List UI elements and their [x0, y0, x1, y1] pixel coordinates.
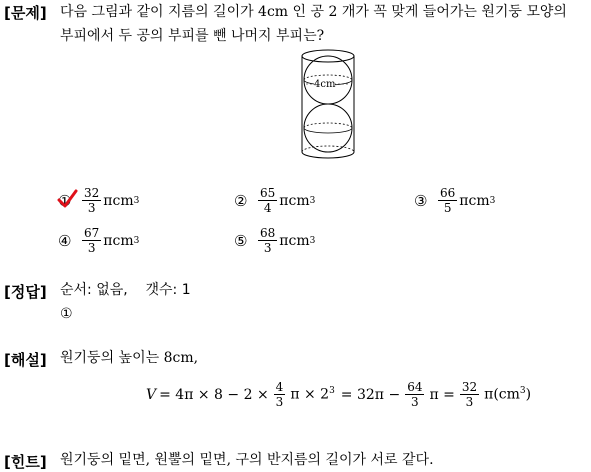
option-3-mark: ③	[414, 191, 428, 210]
answer-meta: 순서: 없음, 갯수: 1	[60, 282, 191, 298]
option-1-exp: 3	[133, 195, 140, 206]
option-5-mark: ⑤	[234, 231, 248, 250]
solution-equation	[146, 380, 534, 409]
option-3-unit: πcm	[459, 192, 490, 209]
hint-line-1: 원기둥의 밑면, 원뿔의 밑면, 구의 반지름의 길이가 서로 같다.	[60, 452, 434, 468]
option-1[interactable]	[58, 186, 139, 215]
answer-value: ①	[60, 306, 73, 322]
answer-tag: [정답]	[4, 283, 47, 301]
option-4-fraction: $\frac{67}{3}$	[84, 226, 100, 255]
eq-fraction-3: $\frac{32}{3}$	[461, 380, 478, 409]
option-1-unit: πcm	[103, 192, 134, 209]
eq-var: V	[146, 386, 157, 403]
option-1-fraction: $\frac{32}{3}$	[84, 186, 100, 215]
check-mark-icon	[56, 188, 78, 210]
problem-line-1: 다음 그림과 같이 지름의 길이가 4cm 인 공 2 개가 꼭 맞게 들어가는 원기둥 모양의	[60, 4, 567, 20]
option-4-mark: ④	[58, 231, 72, 250]
option-2[interactable]	[234, 186, 315, 215]
option-2-mark: ②	[234, 191, 248, 210]
option-1-mark: ①	[58, 192, 80, 210]
cylinder-figure	[300, 48, 356, 160]
eq-part-3: = 32π −	[340, 386, 401, 403]
option-5[interactable]	[234, 226, 315, 255]
eq-fraction-1: $\frac{4}{3}$	[275, 380, 284, 409]
option-4[interactable]	[58, 226, 139, 255]
hint-tag: [힌트]	[4, 453, 47, 471]
solution-line-1: 원기둥의 높이는 8cm,	[60, 350, 199, 366]
option-5-unit: πcm	[279, 232, 310, 249]
option-2-exp: 3	[309, 195, 316, 206]
eq-part-1: = 4π × 8 − 2 ×	[159, 386, 269, 403]
option-4-exp: 3	[133, 235, 140, 246]
eq-part-5: $\pi(cm^3)$	[484, 386, 532, 403]
cylinder-spheres-diagram	[300, 48, 356, 160]
option-4-unit: πcm	[103, 232, 134, 249]
option-3[interactable]	[414, 186, 495, 215]
eq-fraction-2: $\frac{64}{3}$	[407, 380, 423, 409]
option-2-unit: πcm	[279, 192, 310, 209]
option-5-exp: 3	[309, 235, 316, 246]
option-2-fraction: $\frac{65}{4}$	[260, 186, 276, 215]
eq-part-2: $\pi \times 2^3$	[290, 386, 335, 403]
problem-tag: [문제]	[4, 4, 47, 22]
figure-diameter-label: 4cm	[314, 79, 336, 90]
eq-part-4: π =	[429, 386, 455, 403]
option-3-fraction: $\frac{66}{5}$	[440, 186, 456, 215]
solution-tag: [해설]	[4, 351, 47, 369]
option-5-fraction: $\frac{68}{3}$	[260, 226, 276, 255]
option-3-exp: 3	[489, 195, 496, 206]
problem-line-2: 부피에서 두 공의 부피를 뺀 나머지 부피는?	[60, 28, 325, 44]
